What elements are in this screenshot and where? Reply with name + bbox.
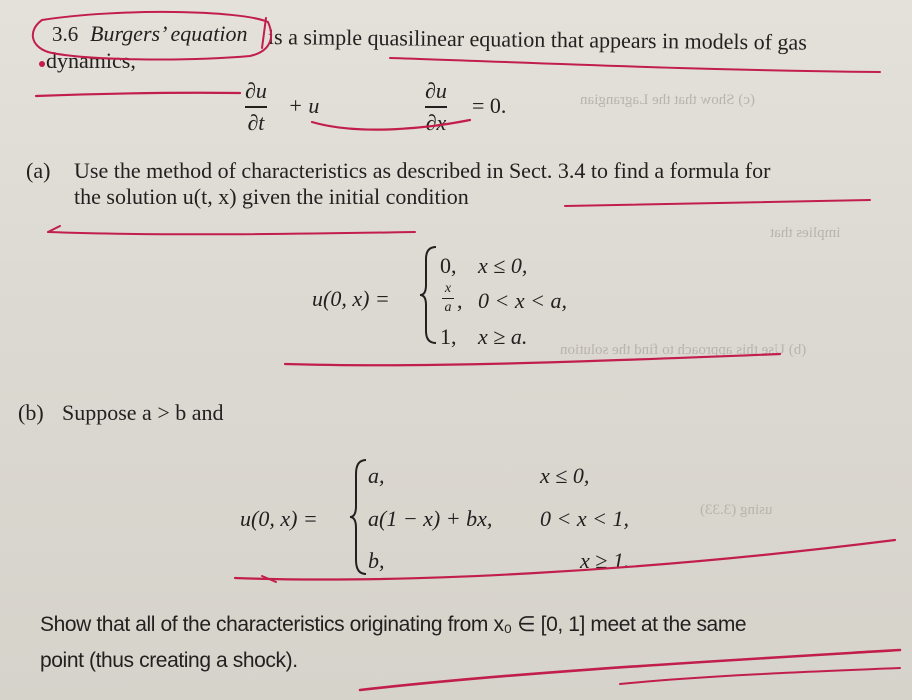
part-b-closing-line1: Show that all of the characteristics originating from x₀ ∈ [0, 1] meet at the same (40, 613, 747, 636)
pde-du-dx: ∂u ∂x (425, 78, 447, 135)
part-a-case3-condition: x ≥ a. (478, 324, 528, 349)
part-a-case2-comma: , (457, 288, 463, 313)
part-b-case2-value: a(1 − x) + bx, (368, 506, 493, 531)
bleed-through-text: (b) Use this approach to find the solution (560, 342, 807, 358)
problem-number: 3.6 (52, 22, 79, 46)
problem-intro: is a simple quasilinear equation that appears in models of gas (267, 24, 807, 55)
problem-title: Burgers’ equation (90, 21, 248, 46)
bleed-through-text: implies that (770, 225, 841, 241)
part-b-case2-condition: 0 < x < 1, (540, 506, 629, 531)
part-a-line2: the solution u(t, x) given the initial condition (74, 184, 469, 209)
part-a-case1-value: 0, (440, 253, 457, 278)
part-b-text: Suppose a > b and (62, 400, 224, 425)
part-b-closing-line2: point (thus creating a shock). (40, 649, 298, 672)
part-b-lhs: u(0, x) = (240, 506, 318, 531)
problem-intro-line2: dynamics, (46, 48, 136, 73)
part-a-lhs: u(0, x) = (312, 286, 390, 311)
part-b-case1-value: a, (368, 463, 385, 488)
pde-equals: = 0. (472, 93, 507, 118)
part-b-case3-condition: x ≥ 1. (580, 548, 630, 573)
part-a-case3-value: 1, (440, 324, 457, 349)
part-a-case1-condition: x ≤ 0, (478, 253, 528, 278)
part-a-label: (a) (26, 158, 51, 183)
part-b-case1-condition: x ≤ 0, (540, 463, 590, 488)
part-b-label: (b) (18, 400, 44, 425)
part-b-case3-value: b, (368, 548, 385, 573)
part-a-case2-value: x a (442, 282, 454, 315)
pde-plus-u: + u (288, 93, 320, 118)
pde-du-dt: ∂u ∂t (245, 78, 267, 135)
part-a-brace (418, 245, 442, 345)
part-a-case2-condition: 0 < x < a, (478, 288, 567, 313)
bleed-through-text: using (3.33) (700, 502, 773, 518)
part-a-line1: Use the method of characteristics as described in Sect. 3.4 to find a formula for (74, 158, 771, 183)
bleed-through-text: (c) Show that the Lagrangian (580, 92, 755, 108)
